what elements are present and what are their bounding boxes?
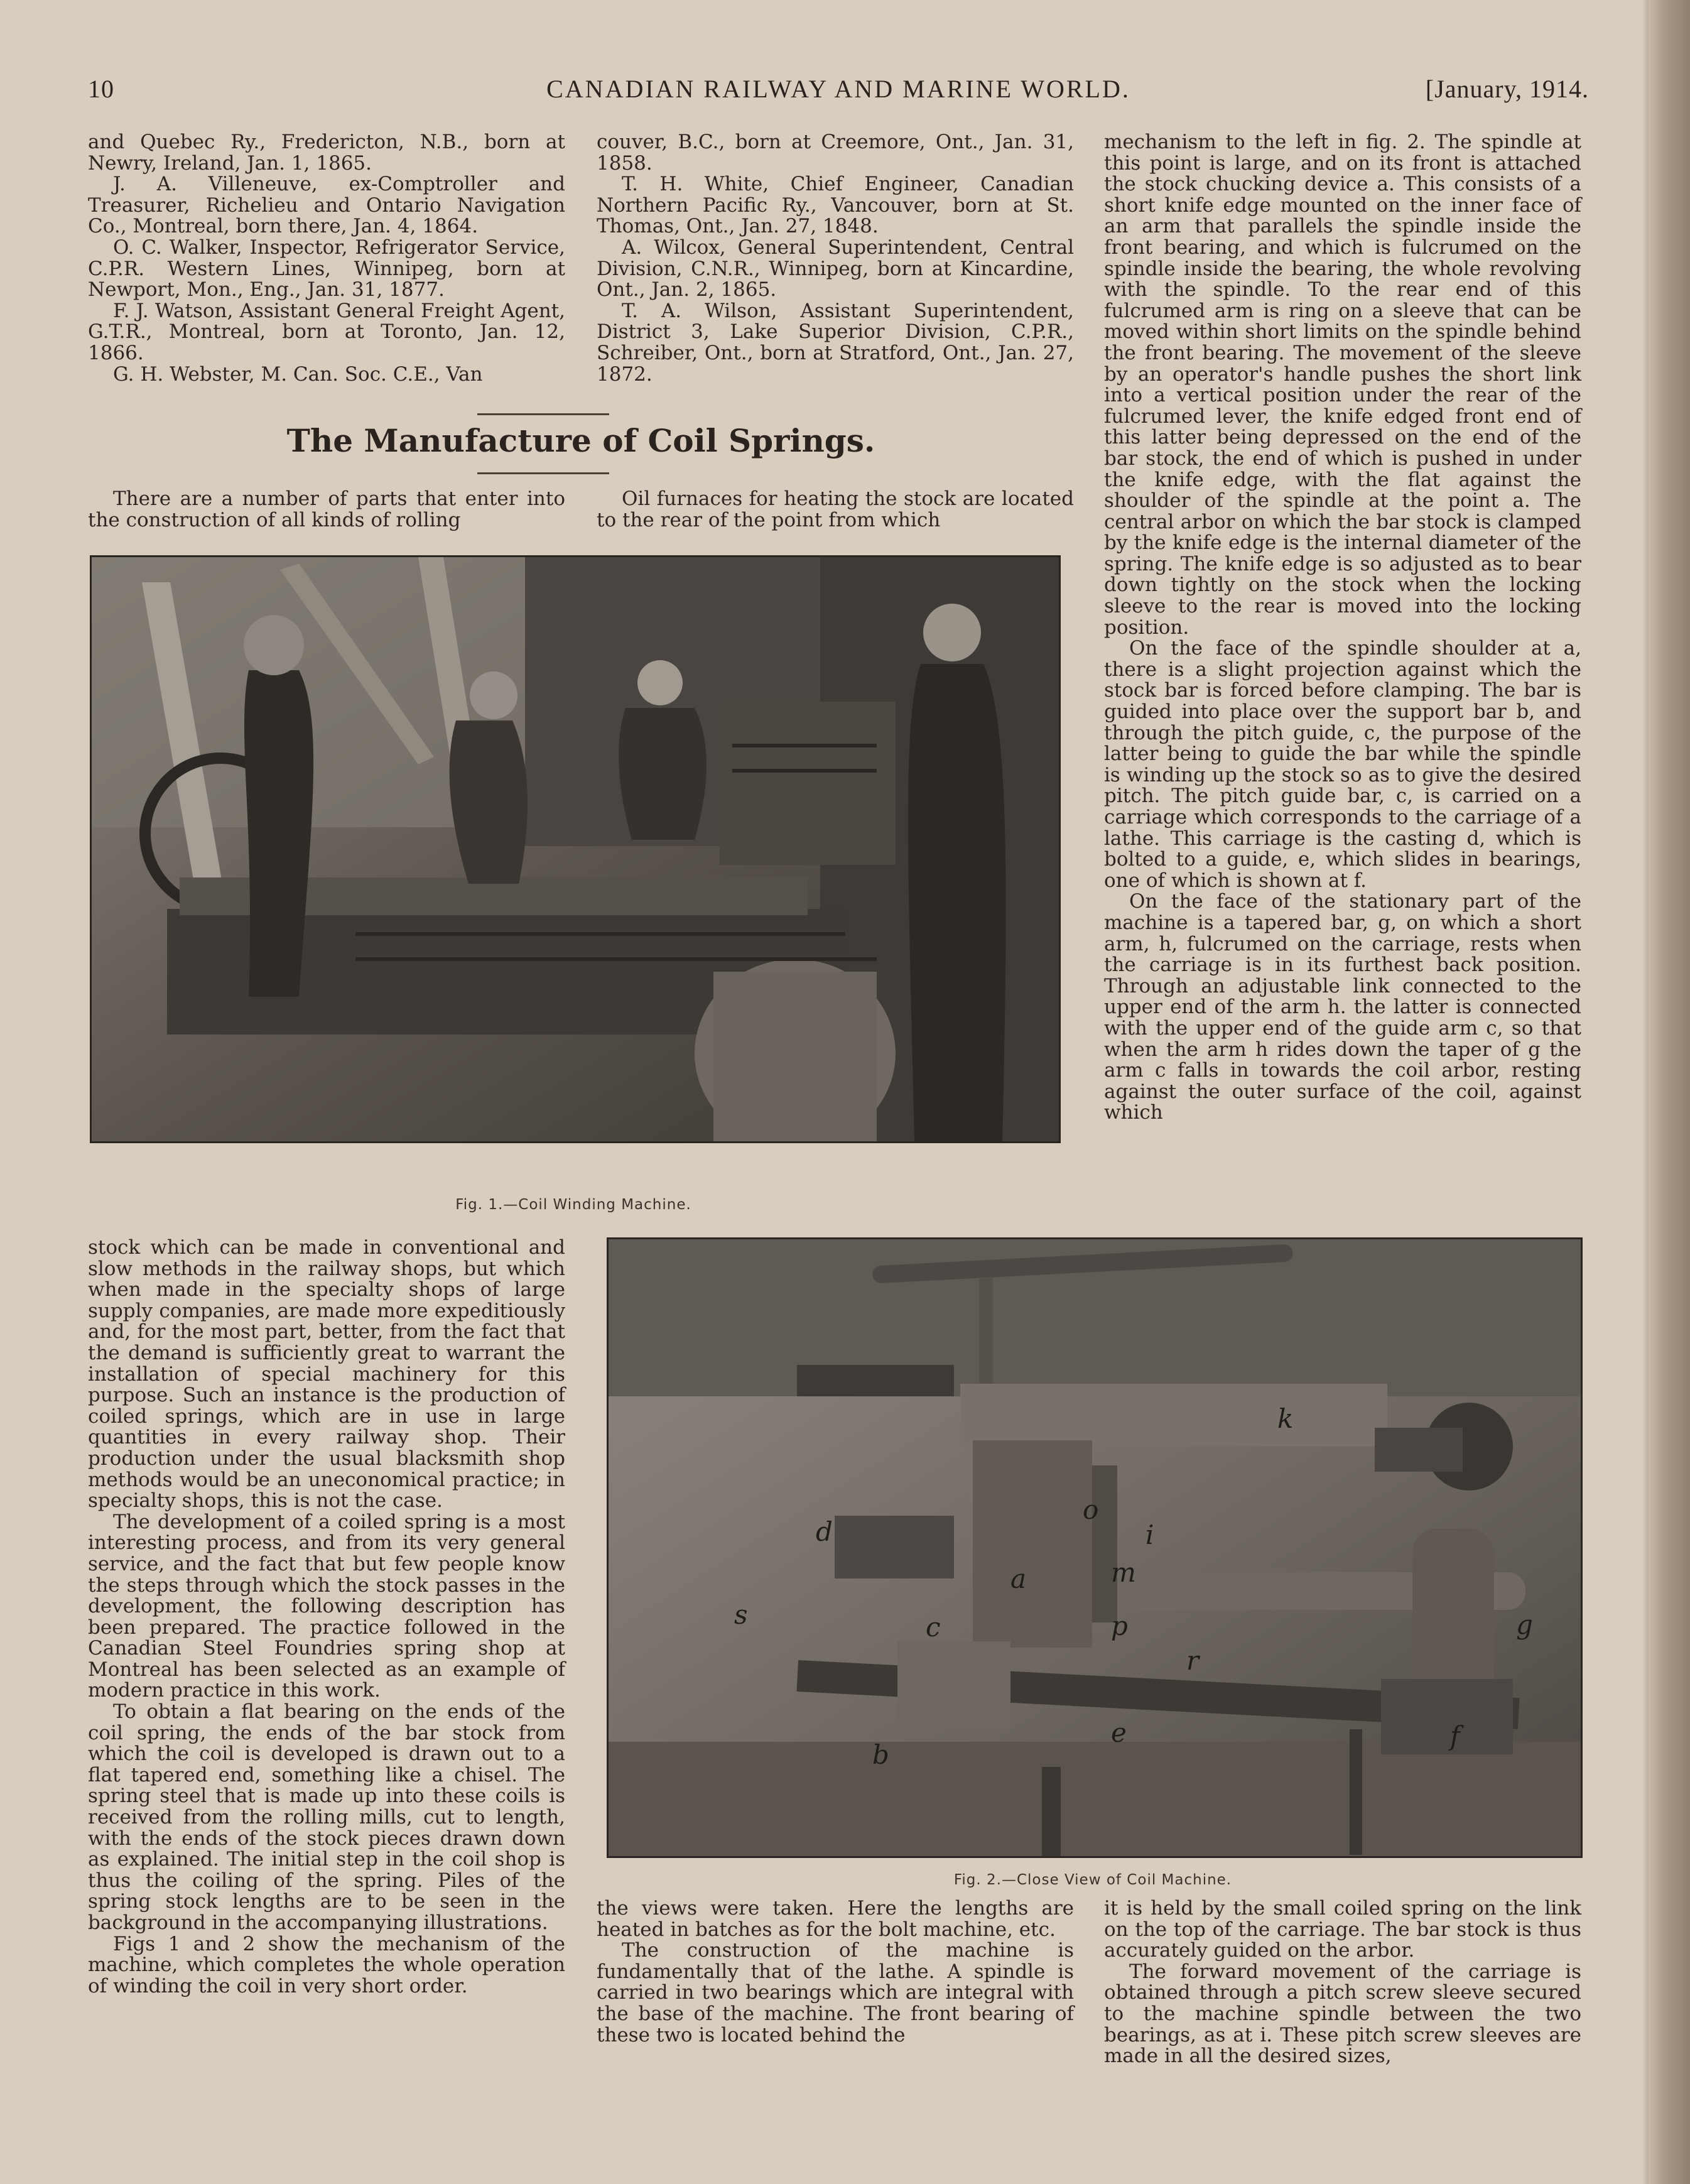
- paragraph: On the face of the spindle shoulder at a, there is a slight projection against which the stock bar is forced before clamping. The bar is guided into place over the support bar b, and through the pitch guide, c, the purpose of the latter being to guide the bar while the spindle is winding up the stock so as to give the desired pitch. The pitch guide bar, c, is carried on a carriage which corresponds to the carriage of a lathe. This carriage is the casting d, which is bolted to a guide, e, which slides in bearings, one of which is shown at f.: [1104, 637, 1581, 892]
- page-number: 10: [88, 75, 114, 103]
- article-column-2: [597, 1898, 1074, 2046]
- obituary-column-1: [88, 132, 565, 385]
- paragraph: T. A. Wilson, Assistant Superintendent, District 3, Lake Superior Division, C.P.R., Schreiber, Ont., born at Stratford, Ont., Jan. 27, 1872.: [597, 299, 1074, 386]
- paragraph: mechanism to the left in fig. 2. The spindle at this point is large, and on its front is attached the stock chucking device a. This consists of a short knife edge mounted on the inner face of an arm that parallels the spindle inside the front bearing, and which is fulcrumed on the spindle inside the bearing, the whole revolving with the spindle. To the rear end of this fulcrumed arm is ring on a sleeve that can be moved within short limits on the spindle behind the front bearing. The movement of the sleeve by an operator's handle pushes the short link into a vertical position under the rear of the fulcrumed lever, the knife edged front end of this latter being depressed on the end of the bar stock, the end of which is pushed in under the knife edge, with the flat against the shoulder of the spindle at the point a. The central arbor on which the bar stock is clamped by the knife edge is the internal diameter of the spring. The knife edge is so adjusted as to bear down tightly on the stock when the locking sleeve to the rear is moved into the locking position.: [1104, 131, 1581, 639]
- binding-spine: [1649, 0, 1690, 2184]
- intro-column-1: [88, 489, 565, 531]
- fig2-label-p: p: [1111, 1611, 1128, 1641]
- paragraph: To obtain a flat bearing on the ends of the coil spring, the ends of the bar stock from which the coil is developed is drawn out to a flat tapered end, something like a chisel. The spring steel that is made up into these coils is received from the rolling mills, cut to length, with the ends of the stock pieces drawn down as explained. The initial step in the coil shop is thus the coiling of the spring. Piles of the spring stock lengths are to be seen in the background in the accompanying illustrations.: [88, 1700, 565, 1934]
- intro-column-2: [597, 489, 1074, 531]
- paragraph: There are a number of parts that enter into the construction of all kinds of rolling: [88, 487, 565, 531]
- paragraph: it is held by the small coiled spring on the link on the top of the carriage. The bar stock is thus accurately guided on the arbor.: [1104, 1897, 1581, 1962]
- publication-title: CANADIAN RAILWAY AND MARINE WORLD.: [546, 75, 1130, 103]
- paragraph: Figs 1 and 2 show the mechanism of the machine, which completes the whole operation of winding the coil in very short order.: [88, 1932, 565, 1997]
- fig2-label-r: r: [1186, 1645, 1200, 1676]
- paragraph: and Quebec Ry., Fredericton, N.B., born at Newry, Ireland, Jan. 1, 1865.: [88, 131, 565, 175]
- page-header: [88, 74, 1589, 112]
- paragraph: The forward movement of the carriage is obtained through a pitch screw sleeve secured to the machine spindle between the two bearings, as at i. These pitch screw sleeves are made in all the desired sizes,: [1104, 1960, 1581, 2068]
- fig2-label-s: s: [734, 1599, 748, 1630]
- article-column-3-continued: [1104, 1898, 1581, 2067]
- fig2-label-i: i: [1146, 1519, 1154, 1550]
- fig2-label-m: m: [1111, 1557, 1136, 1588]
- paragraph: The development of a coiled spring is a most interesting process, and from its very general service, and the fact that but few people know the steps through which the stock passes in the development, the following description has been prepared. The practice followed in the Canadian Steel Foundries spring shop at Montreal has been selected as an example of modern practice in this work.: [88, 1510, 565, 1702]
- paragraph: On the face of the stationary part of the machine is a tapered bar, g, on which a short arm, h, fulcrumed on the carriage, rests when the carriage is in its furthest back position. Through an adjustable link connected to the upper end of the arm h. the latter is connected with the upper end of the guide arm c, so that when the arm h rides down the taper of g the arm c falls in towards the coil arbor, resting against the outer surface of the coil, against which: [1104, 890, 1581, 1124]
- fig2-label-o: o: [1083, 1494, 1099, 1525]
- paragraph: G. H. Webster, M. Can. Soc. C.E., Van: [113, 362, 483, 386]
- figure-2-photo: [607, 1237, 1583, 1858]
- coil-machine-closeup-photo: [609, 1239, 1581, 1856]
- coil-winding-machine-photo: [92, 557, 1059, 1141]
- title-rule-top: [477, 413, 609, 415]
- fig2-label-e: e: [1111, 1717, 1127, 1748]
- paragraph: T. H. White, Chief Engineer, Canadian Northern Pacific Ry., Vancouver, born at St. Thomas, Ont., Jan. 27, 1848.: [597, 173, 1074, 238]
- fig2-label-c: c: [926, 1612, 941, 1643]
- obituary-column-2: [597, 132, 1074, 385]
- paragraph: A. Wilcox, General Superintendent, Central Division, C.N.R., Winnipeg, born at Kincardine, Ont., Jan. 2, 1865.: [597, 236, 1074, 302]
- article-title: The Manufacture of Coil Springs.: [286, 422, 875, 459]
- fig2-label-a: a: [1010, 1563, 1027, 1594]
- fig2-label-b: b: [872, 1739, 889, 1770]
- fig2-label-k: k: [1277, 1403, 1294, 1434]
- fig2-label-d: d: [816, 1516, 833, 1547]
- issue-date: [January, 1914.: [1425, 75, 1589, 103]
- figure-1-photo: [90, 555, 1061, 1143]
- paragraph: the views were taken. Here the lengths are heated in batches as for the bolt machine, etc.: [597, 1897, 1074, 1941]
- paragraph: J. A. Villeneuve, ex-Comptroller and Treasurer, Richelieu and Ontario Navigation Co., Montreal, born there, Jan. 4, 1864.: [88, 173, 565, 238]
- fig2-label-f: f: [1450, 1720, 1460, 1751]
- paragraph: F. J. Watson, Assistant General Freight Agent, G.T.R., Montreal, born at Toronto, Jan. 12, 1866.: [88, 299, 565, 364]
- paragraph: Oil furnaces for heating the stock are located to the rear of the point from which: [597, 487, 1074, 531]
- figure-2-caption: Fig. 2.—Close View of Coil Machine.: [953, 1872, 1232, 1888]
- paragraph: stock which can be made in conventional and slow methods in the railway shops, but which when made in the specialty shops of large supply companies, are made more expeditiously and, for the most part, better, from the fact that the demand is sufficiently great to warrant the installation of special machinery for this purpose. Such an instance is the production of coiled springs, which are in use in large quantities in every railway shop. Their production under the usual blacksmith shop methods would be an uneconomical practice; in specialty shops, this is not the case.: [88, 1236, 565, 1513]
- article-column-1: [88, 1237, 565, 1997]
- page-edge: [1642, 0, 1649, 2184]
- article-column-3: [1104, 132, 1581, 1124]
- paragraph: couver, B.C., born at Creemore, Ont., Jan. 31, 1858.: [597, 131, 1074, 175]
- paragraph: O. C. Walker, Inspector, Refrigerator Service, C.P.R. Western Lines, Winnipeg, born at Newport, Mon., Eng., Jan. 31, 1877.: [88, 236, 565, 302]
- fig2-label-g: g: [1516, 1609, 1533, 1640]
- figure-1-caption: Fig. 1.—Coil Winding Machine.: [455, 1197, 691, 1213]
- paragraph: The construction of the machine is fundamentally that of the lathe. A spindle is carried in two bearings which are integral with the base of the machine. The front bearing of these two is located behind the: [597, 1939, 1074, 2046]
- title-rule-bottom: [477, 472, 609, 474]
